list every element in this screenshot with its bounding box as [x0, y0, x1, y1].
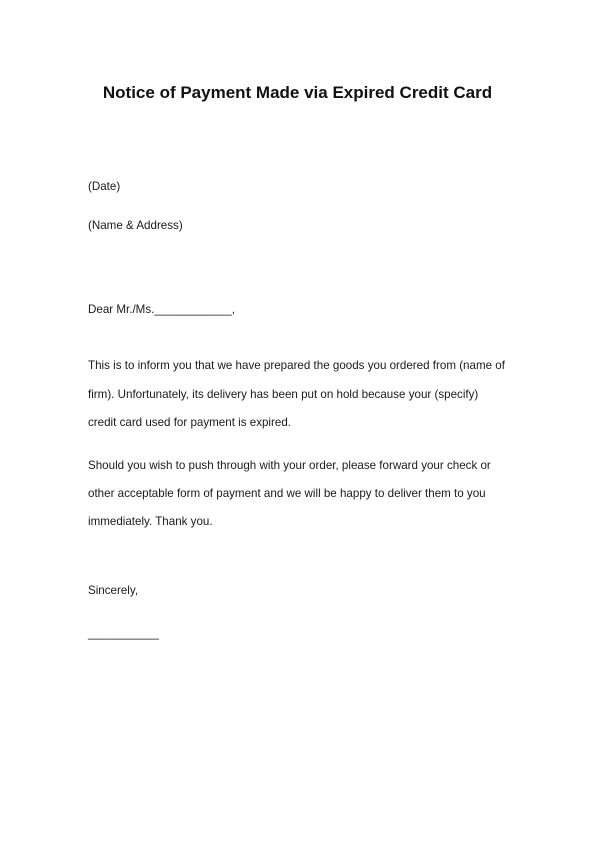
paragraph-line: immediately. Thank you. — [88, 515, 213, 528]
closing: Sincerely, — [88, 584, 139, 597]
salutation: Dear Mr./Ms.____________, — [88, 303, 235, 316]
paragraph-line: Should you wish to push through with your order, please forward your check or — [88, 459, 491, 472]
name-address-placeholder: (Name & Address) — [88, 219, 183, 232]
date-placeholder: (Date) — [88, 180, 121, 193]
document-title: Notice of Payment Made via Expired Credit Card — [102, 83, 493, 102]
paragraph-line: firm). Unfortunately, its delivery has been put on hold because your (specify) — [88, 388, 479, 401]
paragraph-line: This is to inform you that we have prepared the goods you ordered from (name of — [88, 359, 505, 372]
signature-line: ___________ — [88, 627, 159, 640]
paragraph-line: other acceptable form of payment and we will be happy to deliver them to you — [88, 487, 486, 500]
paragraph-line: credit card used for payment is expired. — [88, 416, 291, 429]
